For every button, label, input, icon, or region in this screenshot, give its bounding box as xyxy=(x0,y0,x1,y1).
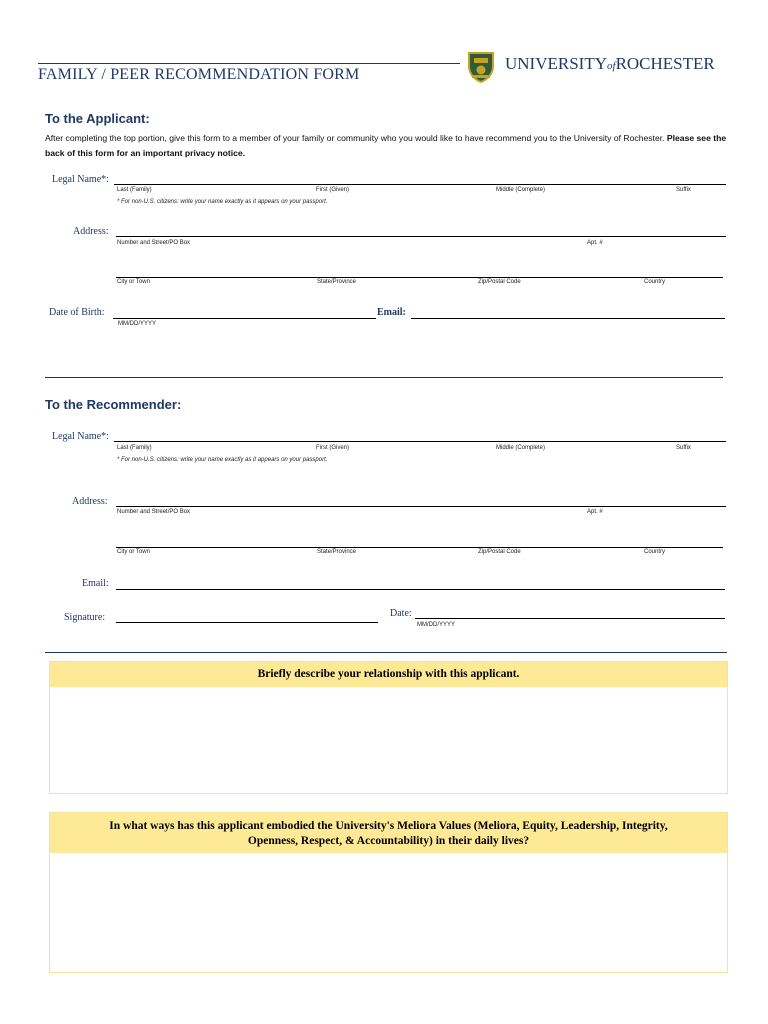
rec-caption-date: MM/DD/YYYY xyxy=(417,622,456,628)
passport-note: * For non-U.S. citizens: write your name exactly as it appears on your passport. xyxy=(117,199,328,205)
meliora-prompt xyxy=(50,813,727,853)
rec-passport-note: * For non-U.S. citizens: write your name exactly as it appears on your passport. xyxy=(117,457,328,463)
recommender-legal-name-label: Legal Name*: xyxy=(52,431,109,442)
intro-bold: Please see the back of this form for an important privacy notice. xyxy=(45,133,727,158)
recommender-street-field[interactable] xyxy=(116,506,726,507)
caption-street: Number and Street/PO Box xyxy=(117,240,191,246)
form-title: FAMILY / PEER RECOMMENDATION FORM xyxy=(38,66,360,83)
applicant-intro xyxy=(45,131,735,161)
rec-caption-zip: Zip/Postal Code xyxy=(478,549,521,555)
section-divider-2 xyxy=(45,652,727,653)
university-place: ROCHESTER xyxy=(615,54,715,73)
applicant-legal-name-field[interactable] xyxy=(114,184,726,185)
rec-caption-state: State/Province xyxy=(317,549,357,555)
rec-caption-city: City or Town xyxy=(117,549,150,555)
applicant-email-label: Email: xyxy=(377,307,406,318)
meliora-prompt-line1: In what ways has this applicant embodied the University's Meliora Values (Meliora, Equity, Leadership, Integrity, xyxy=(109,820,668,832)
applicant-email-field[interactable] xyxy=(411,318,725,319)
relationship-response-area[interactable] xyxy=(50,687,727,793)
rec-caption-country: Country xyxy=(644,549,666,555)
applicant-address-label: Address: xyxy=(73,226,109,237)
applicant-heading: To the Applicant: xyxy=(45,111,150,126)
caption-suffix: Suffix xyxy=(676,187,691,193)
recommender-legal-name-field[interactable] xyxy=(114,441,726,442)
rec-caption-last: Last (Family) xyxy=(117,445,152,451)
rec-caption-middle: Middle (Complete) xyxy=(496,445,546,451)
recommender-signature-field[interactable] xyxy=(116,622,378,623)
applicant-dob-field[interactable] xyxy=(113,318,376,319)
caption-apt: Apt. # xyxy=(587,240,603,246)
caption-dob: MM/DD/YYYY xyxy=(118,321,157,327)
university-name: UNIVERSITY xyxy=(505,54,607,73)
recommender-email-field[interactable] xyxy=(116,589,725,590)
applicant-city-field[interactable] xyxy=(116,277,723,278)
recommender-date-field[interactable] xyxy=(415,618,725,619)
caption-zip: Zip/Postal Code xyxy=(478,279,521,285)
recommender-address-label: Address: xyxy=(72,496,108,507)
recommender-heading: To the Recommender: xyxy=(45,397,182,412)
applicant-legal-name-label: Legal Name*: xyxy=(52,174,109,185)
recommender-signature-label: Signature: xyxy=(64,612,106,623)
section-divider xyxy=(45,377,723,378)
title-rule xyxy=(38,63,460,64)
intro-text: After completing the top portion, give this form to a member of your family or community who you would like to have recommend you to the University of Rochester. xyxy=(45,133,665,143)
meliora-response-area[interactable] xyxy=(50,853,727,972)
relationship-prompt: Briefly describe your relationship with this applicant. xyxy=(50,662,727,687)
caption-last: Last (Family) xyxy=(117,187,152,193)
caption-country: Country xyxy=(644,279,666,285)
applicant-dob-label: Date of Birth: xyxy=(49,307,105,318)
rec-caption-first: First (Given) xyxy=(316,445,349,451)
recommender-city-field[interactable] xyxy=(116,547,723,548)
university-logo-wordmark xyxy=(505,54,715,74)
rec-caption-apt: Apt. # xyxy=(587,509,603,515)
applicant-street-field[interactable] xyxy=(116,236,726,237)
rec-caption-suffix: Suffix xyxy=(676,445,691,451)
caption-first: First (Given) xyxy=(316,187,349,193)
university-of: of xyxy=(607,60,616,72)
rec-caption-street: Number and Street/PO Box xyxy=(117,509,191,515)
caption-state: State/Province xyxy=(317,279,357,285)
meliora-prompt-line2: Openness, Respect, & Accountability) in their daily lives? xyxy=(247,835,530,847)
recommender-email-label: Email: xyxy=(82,578,109,589)
caption-city: City or Town xyxy=(117,279,150,285)
caption-middle: Middle (Complete) xyxy=(496,187,546,193)
university-crest-icon xyxy=(466,50,496,84)
recommender-date-label: Date: xyxy=(390,608,412,619)
